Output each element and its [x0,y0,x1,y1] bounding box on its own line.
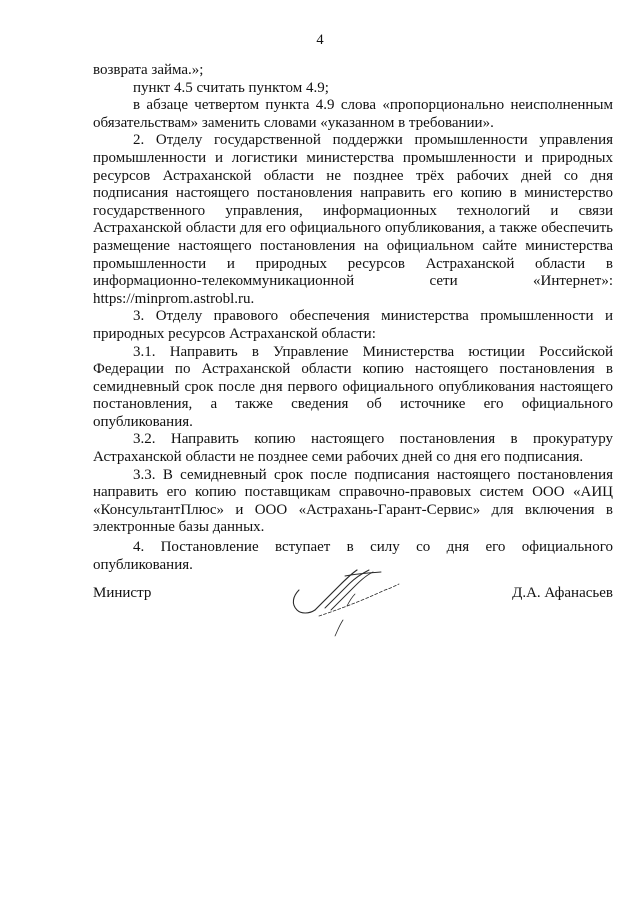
paragraph-3-1: 3.1. Направить в Управление Министерства юстиции Российской Федерации по Астраханской области копию настоящего постановления в семидневный срок после дня первого официального опубликования настоящего постановления, а также сведения об источнике его официального опубликования. [93,343,613,430]
signature-block [93,580,613,670]
document-body [93,62,613,574]
page-number: 4 [316,32,324,48]
paragraph-item-4-5: пункт 4.5 считать пунктом 4.9; [133,79,329,96]
paragraph-loan-return-fragment: возврата займа.»; [93,62,204,78]
paragraph-2-publication: 2. Отделу государственной поддержки промышленности управления промышленности и логистики министерства промышленности и природных ресурсов Астраханской области не позднее трёх рабочих дней со дня подписания настоящего постановления направить его копию в министерство государственного управления, информационных технологий и связи Астраханской области для его официального опубликования, а также обеспечить размещение настоящего постановления на официальном сайте министерства промышленности и природных ресурсов Астраханской области в информационно-телекоммуникационной сети «Интернет»: https://minprom.astrobl.ru. [93,132,613,307]
handwritten-signature-image [285,564,405,648]
paragraph-4-effective-date: 4. Постановление вступает в силу со дня его официального опубликования. [93,539,613,573]
paragraph-3-legal-department: 3. Отделу правового обеспечения министерства промышленности и природных ресурсов Астраханской области: [93,308,613,342]
signatory-name: Д.А. Афанасьев [512,585,613,601]
paragraph-3-3: 3.3. В семидневный срок после подписания настоящего постановления направить его копию поставщикам справочно-правовых систем ООО «АИЦ «КонсультантПлюс» и ООО «Астрахань-Гарант-Сервис» для включения в электронные базы данных. [93,466,613,536]
paragraph-item-4-9-change: в абзаце четвертом пункта 4.9 слова «пропорционально неисполненным обязательствам» заменить словами «указанном в требовании». [93,97,613,131]
paragraph-3-2: 3.2. Направить копию настоящего постановления в прокуратуру Астраханской области не позднее семи рабочих дней со дня его подписания. [93,431,613,466]
signatory-title: Министр [93,585,152,601]
